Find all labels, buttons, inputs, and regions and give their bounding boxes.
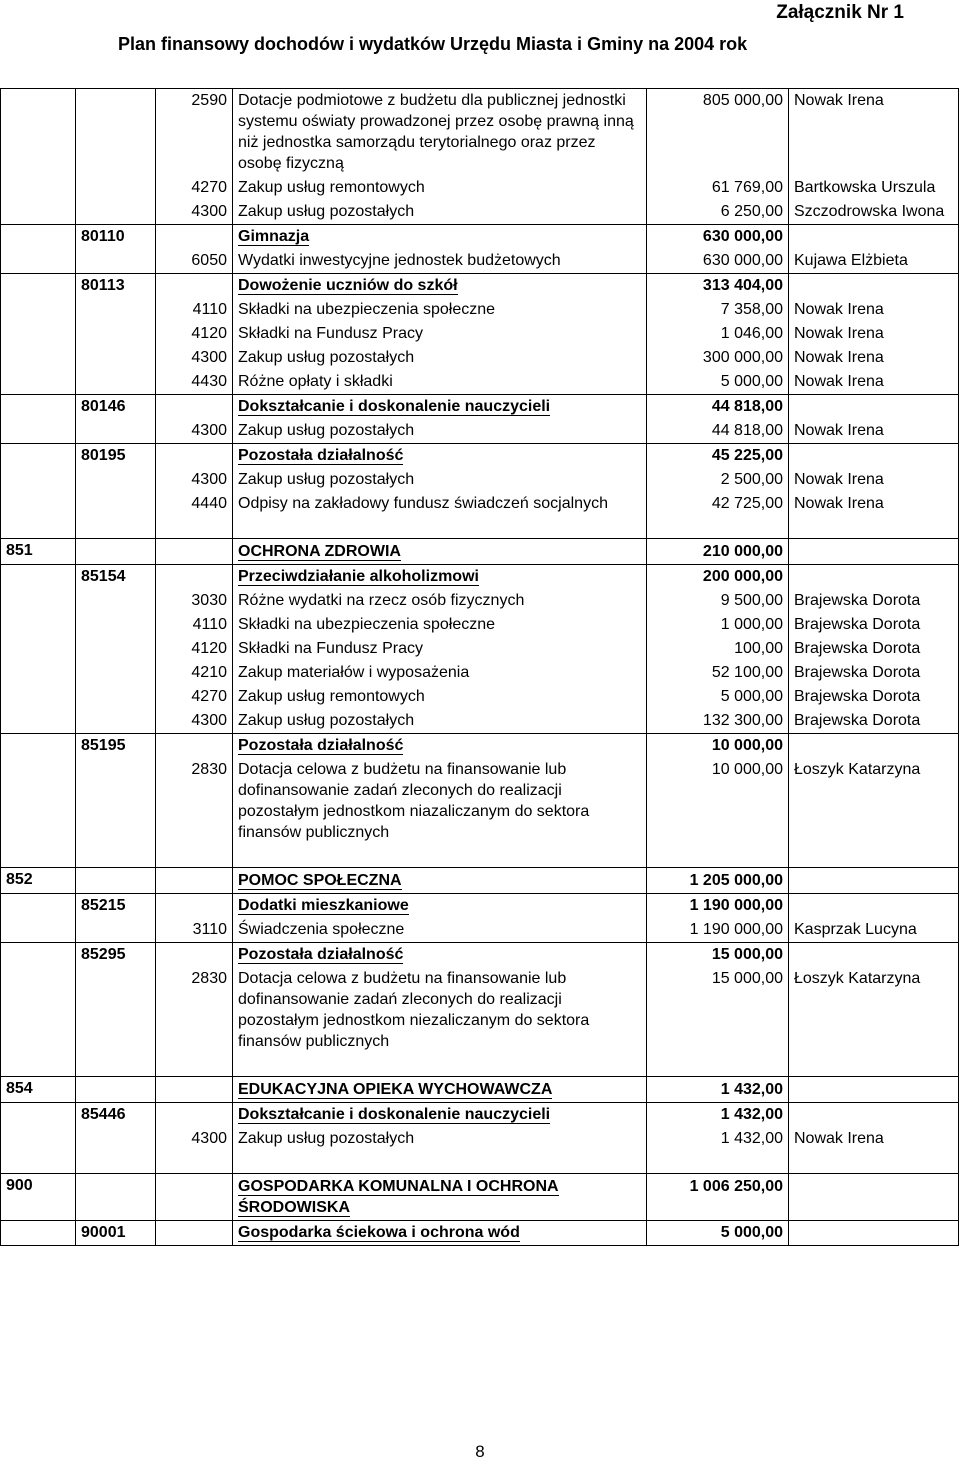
paragraph-code: 4300 bbox=[156, 709, 233, 734]
dzial-amount: 1 205 000,00 bbox=[647, 868, 789, 894]
expense-amount: 42 725,00 bbox=[647, 492, 789, 516]
paragraph-code: 3110 bbox=[156, 918, 233, 943]
expense-name: Dotacja celowa z budżetu na finansowanie lub dofinansowanie zadań zleconych do realizacji pozostałym jednostkom niazaliczanym do sektora finansów publicznych bbox=[233, 758, 647, 845]
responsible-person: Brajewska Dorota bbox=[789, 709, 959, 734]
rozdzial-amount: 45 225,00 bbox=[647, 444, 789, 469]
rozdzial-row bbox=[1, 943, 959, 968]
table-row bbox=[1, 758, 959, 845]
empty-cell bbox=[789, 1174, 959, 1221]
rozdzial-code: 85195 bbox=[76, 734, 156, 759]
responsible-person: Nowak Irena bbox=[789, 468, 959, 492]
empty-cell bbox=[156, 943, 233, 968]
expense-name: Różne opłaty i składki bbox=[233, 370, 647, 395]
empty-cell bbox=[1, 661, 76, 685]
rozdzial-amount: 44 818,00 bbox=[647, 395, 789, 420]
responsible-person: Nowak Irena bbox=[789, 322, 959, 346]
rozdzial-amount: 10 000,00 bbox=[647, 734, 789, 759]
spacer-row bbox=[1, 516, 959, 539]
empty-cell bbox=[1, 395, 76, 420]
spacer-cell bbox=[233, 516, 647, 539]
responsible-person: Kujawa Elżbieta bbox=[789, 249, 959, 274]
empty-cell bbox=[156, 1174, 233, 1221]
dzial-code: 851 bbox=[1, 539, 76, 565]
paragraph-code: 4210 bbox=[156, 661, 233, 685]
empty-cell bbox=[1, 419, 76, 444]
empty-cell bbox=[156, 444, 233, 469]
spacer-cell bbox=[789, 1151, 959, 1174]
budget-table-body bbox=[1, 89, 959, 1246]
empty-cell bbox=[156, 225, 233, 250]
empty-cell bbox=[1, 274, 76, 299]
expense-amount: 10 000,00 bbox=[647, 758, 789, 845]
empty-cell bbox=[789, 1221, 959, 1246]
table-row bbox=[1, 346, 959, 370]
empty-cell bbox=[76, 1127, 156, 1151]
paragraph-code: 4120 bbox=[156, 637, 233, 661]
empty-cell bbox=[789, 868, 959, 894]
responsible-person: Nowak Irena bbox=[789, 298, 959, 322]
spacer-cell bbox=[233, 1054, 647, 1077]
rozdzial-amount: 313 404,00 bbox=[647, 274, 789, 299]
spacer-cell bbox=[156, 1151, 233, 1174]
rozdzial-code: 80195 bbox=[76, 444, 156, 469]
rozdzial-name bbox=[233, 943, 647, 968]
spacer-cell bbox=[1, 845, 76, 868]
empty-cell bbox=[789, 539, 959, 565]
empty-cell bbox=[156, 734, 233, 759]
responsible-person: Łoszyk Katarzyna bbox=[789, 967, 959, 1054]
empty-cell bbox=[1, 249, 76, 274]
empty-cell bbox=[76, 661, 156, 685]
expense-name: Odpisy na zakładowy fundusz świadczeń socjalnych bbox=[233, 492, 647, 516]
rozdzial-name-text: Dokształcanie i doskonalenie nauczycieli bbox=[238, 398, 551, 415]
table-row bbox=[1, 249, 959, 274]
expense-amount: 15 000,00 bbox=[647, 967, 789, 1054]
empty-cell bbox=[76, 89, 156, 177]
empty-cell bbox=[156, 1221, 233, 1246]
rozdzial-name-text: Gospodarka ściekowa i ochrona wód bbox=[238, 1224, 520, 1241]
dzial-name-text: OCHRONA ZDROWIA bbox=[238, 543, 401, 560]
expense-amount: 1 046,00 bbox=[647, 322, 789, 346]
empty-cell bbox=[789, 395, 959, 420]
paragraph-code: 4110 bbox=[156, 298, 233, 322]
rozdzial-name-text: Pozostała działalność bbox=[238, 946, 404, 963]
spacer-cell bbox=[233, 1151, 647, 1174]
expense-amount: 6 250,00 bbox=[647, 200, 789, 225]
dzial-amount: 1 432,00 bbox=[647, 1077, 789, 1103]
spacer-cell bbox=[76, 516, 156, 539]
empty-cell bbox=[76, 758, 156, 845]
rozdzial-name-text: Pozostała działalność bbox=[238, 447, 404, 464]
rozdzial-name bbox=[233, 395, 647, 420]
rozdzial-name bbox=[233, 1221, 647, 1246]
responsible-person: Bartkowska Urszula bbox=[789, 176, 959, 200]
dzial-amount: 1 006 250,00 bbox=[647, 1174, 789, 1221]
empty-cell bbox=[1, 1127, 76, 1151]
empty-cell bbox=[1, 322, 76, 346]
spacer-cell bbox=[1, 516, 76, 539]
spacer-cell bbox=[156, 516, 233, 539]
expense-amount: 5 000,00 bbox=[647, 370, 789, 395]
paragraph-code: 4300 bbox=[156, 200, 233, 225]
spacer-cell bbox=[233, 845, 647, 868]
table-row bbox=[1, 918, 959, 943]
rozdzial-name-text: Dowożenie uczniów do szkół bbox=[238, 277, 458, 294]
table-row bbox=[1, 200, 959, 225]
table-row bbox=[1, 613, 959, 637]
expense-name: Składki na Fundusz Pracy bbox=[233, 637, 647, 661]
empty-cell bbox=[76, 589, 156, 613]
empty-cell bbox=[789, 894, 959, 919]
empty-cell bbox=[1, 613, 76, 637]
empty-cell bbox=[1, 298, 76, 322]
dzial-name bbox=[233, 1174, 647, 1221]
empty-cell bbox=[76, 613, 156, 637]
rozdzial-amount: 5 000,00 bbox=[647, 1221, 789, 1246]
expense-amount: 100,00 bbox=[647, 637, 789, 661]
paragraph-code: 4120 bbox=[156, 322, 233, 346]
empty-cell bbox=[1, 734, 76, 759]
empty-cell bbox=[1, 200, 76, 225]
empty-cell bbox=[76, 637, 156, 661]
rozdzial-row bbox=[1, 734, 959, 759]
table-row bbox=[1, 637, 959, 661]
spacer-cell bbox=[647, 1151, 789, 1174]
dzial-name bbox=[233, 868, 647, 894]
responsible-person: Łoszyk Katarzyna bbox=[789, 758, 959, 845]
dzial-amount: 210 000,00 bbox=[647, 539, 789, 565]
spacer-cell bbox=[156, 845, 233, 868]
rozdzial-row bbox=[1, 1221, 959, 1246]
rozdzial-row bbox=[1, 894, 959, 919]
rozdzial-row bbox=[1, 444, 959, 469]
expense-name: Zakup usług pozostałych bbox=[233, 709, 647, 734]
empty-cell bbox=[1, 918, 76, 943]
spacer-cell bbox=[789, 845, 959, 868]
empty-cell bbox=[156, 539, 233, 565]
empty-cell bbox=[1, 589, 76, 613]
empty-cell bbox=[76, 298, 156, 322]
empty-cell bbox=[76, 346, 156, 370]
empty-cell bbox=[156, 395, 233, 420]
empty-cell bbox=[76, 200, 156, 225]
empty-cell bbox=[1, 1221, 76, 1246]
rozdzial-amount: 1 190 000,00 bbox=[647, 894, 789, 919]
dzial-code: 900 bbox=[1, 1174, 76, 1221]
paragraph-code: 4270 bbox=[156, 176, 233, 200]
empty-cell bbox=[156, 1077, 233, 1103]
empty-cell bbox=[1, 637, 76, 661]
empty-cell bbox=[1, 709, 76, 734]
expense-name: Różne wydatki na rzecz osób fizycznych bbox=[233, 589, 647, 613]
spacer-cell bbox=[789, 516, 959, 539]
empty-cell bbox=[76, 685, 156, 709]
expense-name: Zakup materiałów i wyposażenia bbox=[233, 661, 647, 685]
table-row bbox=[1, 298, 959, 322]
expense-amount: 52 100,00 bbox=[647, 661, 789, 685]
expense-amount: 300 000,00 bbox=[647, 346, 789, 370]
empty-cell bbox=[156, 565, 233, 590]
spacer-cell bbox=[789, 1054, 959, 1077]
expense-amount: 2 500,00 bbox=[647, 468, 789, 492]
empty-cell bbox=[1, 444, 76, 469]
empty-cell bbox=[1, 89, 76, 177]
empty-cell bbox=[1, 565, 76, 590]
dzial-row bbox=[1, 868, 959, 894]
spacer-cell bbox=[76, 1151, 156, 1174]
table-row bbox=[1, 322, 959, 346]
rozdzial-row bbox=[1, 565, 959, 590]
expense-name: Składki na ubezpieczenia społeczne bbox=[233, 613, 647, 637]
expense-amount: 9 500,00 bbox=[647, 589, 789, 613]
empty-cell bbox=[1, 346, 76, 370]
responsible-person: Brajewska Dorota bbox=[789, 637, 959, 661]
expense-amount: 805 000,00 bbox=[647, 89, 789, 177]
spacer-cell bbox=[1, 1151, 76, 1174]
empty-cell bbox=[156, 274, 233, 299]
rozdzial-code: 80146 bbox=[76, 395, 156, 420]
expense-name: Dotacja celowa z budżetu na finansowanie lub dofinansowanie zadań zleconych do realizacji pozostałym jednostkom niezaliczanym do sektora finansów publicznych bbox=[233, 967, 647, 1054]
empty-cell bbox=[789, 1103, 959, 1128]
table-row bbox=[1, 709, 959, 734]
paragraph-code: 4300 bbox=[156, 419, 233, 444]
expense-name: Zakup usług pozostałych bbox=[233, 419, 647, 444]
paragraph-code: 6050 bbox=[156, 249, 233, 274]
empty-cell bbox=[1, 943, 76, 968]
rozdzial-row bbox=[1, 395, 959, 420]
rozdzial-code: 85215 bbox=[76, 894, 156, 919]
empty-cell bbox=[789, 274, 959, 299]
rozdzial-row bbox=[1, 274, 959, 299]
responsible-person: Kasprzak Lucyna bbox=[789, 918, 959, 943]
spacer-row bbox=[1, 845, 959, 868]
responsible-person: Nowak Irena bbox=[789, 1127, 959, 1151]
responsible-person: Nowak Irena bbox=[789, 346, 959, 370]
spacer-row bbox=[1, 1151, 959, 1174]
expense-name: Zakup usług remontowych bbox=[233, 685, 647, 709]
rozdzial-name bbox=[233, 894, 647, 919]
spacer-cell bbox=[76, 1054, 156, 1077]
table-row bbox=[1, 89, 959, 177]
empty-cell bbox=[1, 967, 76, 1054]
spacer-cell bbox=[647, 845, 789, 868]
empty-cell bbox=[1, 468, 76, 492]
empty-cell bbox=[76, 492, 156, 516]
empty-cell bbox=[76, 967, 156, 1054]
appendix-label: Załącznik Nr 1 bbox=[776, 2, 904, 23]
empty-cell bbox=[76, 370, 156, 395]
expense-name: Zakup usług remontowych bbox=[233, 176, 647, 200]
dzial-row bbox=[1, 1077, 959, 1103]
rozdzial-name bbox=[233, 444, 647, 469]
expense-name: Zakup usług pozostałych bbox=[233, 1127, 647, 1151]
spacer-cell bbox=[647, 1054, 789, 1077]
table-row bbox=[1, 1127, 959, 1151]
responsible-person: Nowak Irena bbox=[789, 89, 959, 177]
expense-name: Wydatki inwestycyjne jednostek budżetowych bbox=[233, 249, 647, 274]
empty-cell bbox=[789, 565, 959, 590]
empty-cell bbox=[156, 868, 233, 894]
expense-amount: 1 432,00 bbox=[647, 1127, 789, 1151]
expense-name: Składki na ubezpieczenia społeczne bbox=[233, 298, 647, 322]
empty-cell bbox=[1, 894, 76, 919]
rozdzial-row bbox=[1, 1103, 959, 1128]
rozdzial-code: 80113 bbox=[76, 274, 156, 299]
rozdzial-name-text: Przeciwdziałanie alkoholizmowi bbox=[238, 568, 479, 585]
rozdzial-amount: 630 000,00 bbox=[647, 225, 789, 250]
rozdzial-code: 85154 bbox=[76, 565, 156, 590]
expense-amount: 44 818,00 bbox=[647, 419, 789, 444]
expense-amount: 630 000,00 bbox=[647, 249, 789, 274]
empty-cell bbox=[1, 758, 76, 845]
rozdzial-name bbox=[233, 274, 647, 299]
paragraph-code: 4300 bbox=[156, 468, 233, 492]
empty-cell bbox=[1, 492, 76, 516]
empty-cell bbox=[76, 918, 156, 943]
expense-name: Zakup usług pozostałych bbox=[233, 346, 647, 370]
rozdzial-code: 85295 bbox=[76, 943, 156, 968]
paragraph-code: 4440 bbox=[156, 492, 233, 516]
budget-table bbox=[0, 88, 959, 1246]
rozdzial-amount: 1 432,00 bbox=[647, 1103, 789, 1128]
rozdzial-name-text: Gimnazja bbox=[238, 228, 310, 245]
table-row bbox=[1, 589, 959, 613]
empty-cell bbox=[1, 685, 76, 709]
paragraph-code: 4270 bbox=[156, 685, 233, 709]
rozdzial-name-text: Dodatki mieszkaniowe bbox=[238, 897, 409, 914]
empty-cell bbox=[1, 370, 76, 395]
responsible-person: Brajewska Dorota bbox=[789, 685, 959, 709]
empty-cell bbox=[1, 225, 76, 250]
empty-cell bbox=[1, 1103, 76, 1128]
expense-amount: 61 769,00 bbox=[647, 176, 789, 200]
expense-amount: 1 190 000,00 bbox=[647, 918, 789, 943]
expense-name: Świadczenia społeczne bbox=[233, 918, 647, 943]
paragraph-code: 3030 bbox=[156, 589, 233, 613]
table-row bbox=[1, 370, 959, 395]
table-row bbox=[1, 468, 959, 492]
dzial-name bbox=[233, 1077, 647, 1103]
responsible-person: Nowak Irena bbox=[789, 492, 959, 516]
empty-cell bbox=[789, 225, 959, 250]
expense-amount: 132 300,00 bbox=[647, 709, 789, 734]
empty-cell bbox=[1, 176, 76, 200]
responsible-person: Nowak Irena bbox=[789, 419, 959, 444]
expense-amount: 5 000,00 bbox=[647, 685, 789, 709]
paragraph-code: 4110 bbox=[156, 613, 233, 637]
expense-name: Zakup usług pozostałych bbox=[233, 468, 647, 492]
dzial-row bbox=[1, 539, 959, 565]
table-row bbox=[1, 685, 959, 709]
rozdzial-amount: 200 000,00 bbox=[647, 565, 789, 590]
rozdzial-row bbox=[1, 225, 959, 250]
empty-cell bbox=[76, 419, 156, 444]
table-row bbox=[1, 176, 959, 200]
paragraph-code: 2590 bbox=[156, 89, 233, 177]
rozdzial-name bbox=[233, 225, 647, 250]
dzial-name-text: GOSPODARKA KOMUNALNA I OCHRONA ŚRODOWISKA bbox=[238, 1178, 559, 1216]
page-number: 8 bbox=[475, 1442, 485, 1461]
rozdzial-code: 80110 bbox=[76, 225, 156, 250]
empty-cell bbox=[76, 709, 156, 734]
page-title: Plan finansowy dochodów i wydatków Urzędu Miasta i Gminy na 2004 rok bbox=[118, 34, 748, 54]
rozdzial-amount: 15 000,00 bbox=[647, 943, 789, 968]
responsible-person: Brajewska Dorota bbox=[789, 589, 959, 613]
table-row bbox=[1, 492, 959, 516]
spacer-cell bbox=[156, 1054, 233, 1077]
spacer-cell bbox=[76, 845, 156, 868]
table-row bbox=[1, 419, 959, 444]
paragraph-code: 2830 bbox=[156, 758, 233, 845]
responsible-person: Nowak Irena bbox=[789, 370, 959, 395]
empty-cell bbox=[156, 1103, 233, 1128]
dzial-name bbox=[233, 539, 647, 565]
empty-cell bbox=[76, 1077, 156, 1103]
rozdzial-name-text: Dokształcanie i doskonalenie nauczycieli bbox=[238, 1106, 551, 1123]
empty-cell bbox=[789, 943, 959, 968]
empty-cell bbox=[156, 894, 233, 919]
rozdzial-name bbox=[233, 1103, 647, 1128]
dzial-name-text: POMOC SPOŁECZNA bbox=[238, 872, 402, 889]
empty-cell bbox=[76, 868, 156, 894]
rozdzial-name bbox=[233, 565, 647, 590]
empty-cell bbox=[76, 468, 156, 492]
empty-cell bbox=[789, 444, 959, 469]
responsible-person: Brajewska Dorota bbox=[789, 613, 959, 637]
spacer-cell bbox=[1, 1054, 76, 1077]
expense-amount: 1 000,00 bbox=[647, 613, 789, 637]
expense-name: Zakup usług pozostałych bbox=[233, 200, 647, 225]
rozdzial-name bbox=[233, 734, 647, 759]
dzial-name-text: EDUKACYJNA OPIEKA WYCHOWAWCZA bbox=[238, 1081, 553, 1098]
dzial-code: 852 bbox=[1, 868, 76, 894]
empty-cell bbox=[76, 1174, 156, 1221]
paragraph-code: 4300 bbox=[156, 346, 233, 370]
expense-amount: 7 358,00 bbox=[647, 298, 789, 322]
spacer-row bbox=[1, 1054, 959, 1077]
empty-cell bbox=[789, 734, 959, 759]
spacer-cell bbox=[647, 516, 789, 539]
rozdzial-code: 90001 bbox=[76, 1221, 156, 1246]
dzial-row bbox=[1, 1174, 959, 1221]
paragraph-code: 4430 bbox=[156, 370, 233, 395]
responsible-person: Szczodrowska Iwona bbox=[789, 200, 959, 225]
expense-name: Dotacje podmiotowe z budżetu dla publicznej jednostki systemu oświaty prowadzonej przez osobę prawną inną niż jednostka samorządu terytorialnego oraz przez osobę fizyczną bbox=[233, 89, 647, 177]
empty-cell bbox=[76, 539, 156, 565]
empty-cell bbox=[76, 176, 156, 200]
empty-cell bbox=[789, 1077, 959, 1103]
empty-cell bbox=[76, 322, 156, 346]
empty-cell bbox=[76, 249, 156, 274]
rozdzial-code: 85446 bbox=[76, 1103, 156, 1128]
paragraph-code: 4300 bbox=[156, 1127, 233, 1151]
expense-name: Składki na Fundusz Pracy bbox=[233, 322, 647, 346]
rozdzial-name-text: Pozostała działalność bbox=[238, 737, 404, 754]
dzial-code: 854 bbox=[1, 1077, 76, 1103]
table-row bbox=[1, 967, 959, 1054]
paragraph-code: 2830 bbox=[156, 967, 233, 1054]
responsible-person: Brajewska Dorota bbox=[789, 661, 959, 685]
table-row bbox=[1, 661, 959, 685]
